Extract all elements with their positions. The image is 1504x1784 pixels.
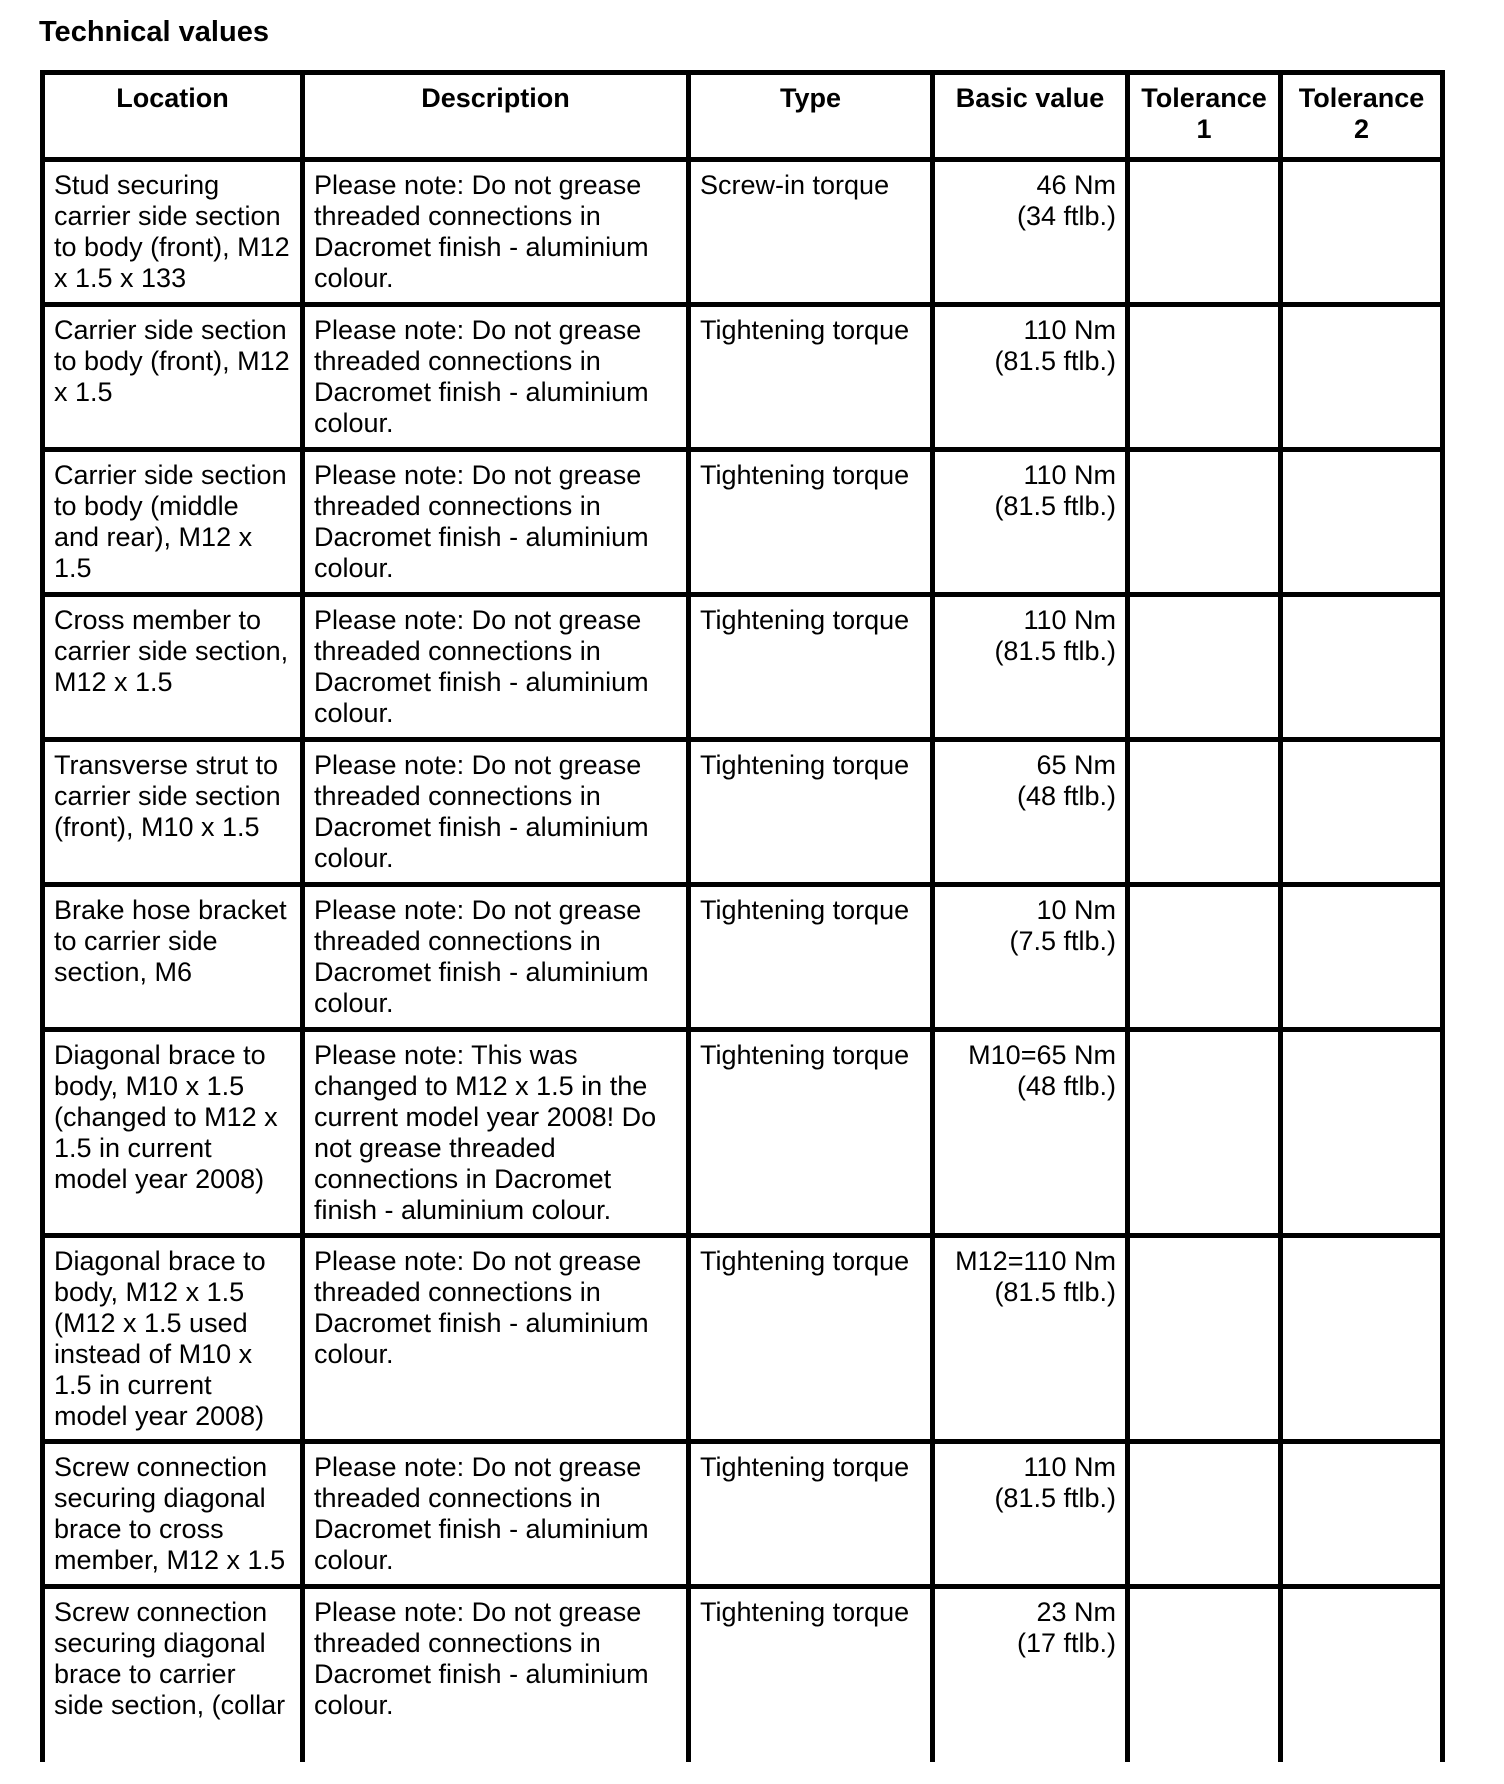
cell-tolerance-1: [1128, 1442, 1281, 1587]
table-row: [43, 595, 1443, 740]
column-header-tolerance-1: Tolerance 1: [1128, 73, 1281, 160]
cell-tolerance-1: [1128, 885, 1281, 1030]
cell-location: Stud securing carrier side section to body (front), M12 x 1.5 x 133: [43, 160, 303, 305]
table-row: [43, 1236, 1443, 1442]
cell-type: Tightening torque: [689, 450, 933, 595]
cell-location: Brake hose bracket to carrier side section, M6: [43, 885, 303, 1030]
table-row: [43, 1587, 1443, 1762]
cell-description: Please note: Do not grease threaded connections in Dacromet finish - aluminium colour.: [303, 740, 689, 885]
table-row: [43, 740, 1443, 885]
cell-type: Tightening torque: [689, 1236, 933, 1442]
cell-type: Tightening torque: [689, 305, 933, 450]
cell-location: Carrier side section to body (middle and rear), M12 x 1.5: [43, 450, 303, 595]
cell-type: Tightening torque: [689, 1442, 933, 1587]
cell-tolerance-1: [1128, 1587, 1281, 1762]
cell-basic-value: 65 Nm (48 ftlb.): [933, 740, 1128, 885]
cell-location: Cross member to carrier side section, M12 x 1.5: [43, 595, 303, 740]
cell-tolerance-1: [1128, 305, 1281, 450]
cell-tolerance-2: [1281, 885, 1443, 1030]
table-row: [43, 160, 1443, 305]
cell-type: Tightening torque: [689, 885, 933, 1030]
cell-description: Please note: Do not grease threaded connections in Dacromet finish - aluminium colour.: [303, 1442, 689, 1587]
cell-tolerance-2: [1281, 1442, 1443, 1587]
cell-basic-value: 110 Nm (81.5 ftlb.): [933, 595, 1128, 740]
column-header-type: Type: [689, 73, 933, 160]
table-header-row: [43, 73, 1443, 160]
cell-tolerance-1: [1128, 595, 1281, 740]
cell-tolerance-1: [1128, 740, 1281, 885]
cell-description: Please note: Do not grease threaded connections in Dacromet finish - aluminium colour.: [303, 595, 689, 740]
table-row: [43, 1030, 1443, 1236]
cell-description: Please note: Do not grease threaded connections in Dacromet finish - aluminium colour.: [303, 1587, 689, 1762]
cell-type: Tightening torque: [689, 595, 933, 740]
cell-tolerance-1: [1128, 450, 1281, 595]
cell-type: Tightening torque: [689, 1030, 933, 1236]
cell-location: Carrier side section to body (front), M12 x 1.5: [43, 305, 303, 450]
cell-description: Please note: Do not grease threaded connections in Dacromet finish - aluminium colour.: [303, 305, 689, 450]
cell-tolerance-2: [1281, 1030, 1443, 1236]
cell-description: Please note: Do not grease threaded connections in Dacromet finish - aluminium colour.: [303, 885, 689, 1030]
cell-basic-value: 23 Nm (17 ftlb.): [933, 1587, 1128, 1762]
cell-location: Screw connection securing diagonal brace to carrier side section, (collar: [43, 1587, 303, 1762]
cell-location: Diagonal brace to body, M10 x 1.5 (changed to M12 x 1.5 in current model year 2008): [43, 1030, 303, 1236]
cell-basic-value: M10=65 Nm (48 ftlb.): [933, 1030, 1128, 1236]
cell-basic-value: 10 Nm (7.5 ftlb.): [933, 885, 1128, 1030]
technical-values-table: [40, 70, 1445, 1762]
cell-description: Please note: Do not grease threaded connections in Dacromet finish - aluminium colour.: [303, 160, 689, 305]
table-row: [43, 305, 1443, 450]
cell-type: Screw-in torque: [689, 160, 933, 305]
table-row: [43, 885, 1443, 1030]
cell-tolerance-1: [1128, 1030, 1281, 1236]
cell-description: Please note: Do not grease threaded connections in Dacromet finish - aluminium colour.: [303, 450, 689, 595]
cell-basic-value: 110 Nm (81.5 ftlb.): [933, 1442, 1128, 1587]
cell-location: Screw connection securing diagonal brace to cross member, M12 x 1.5: [43, 1442, 303, 1587]
cell-tolerance-2: [1281, 160, 1443, 305]
cell-tolerance-2: [1281, 305, 1443, 450]
cell-tolerance-1: [1128, 1236, 1281, 1442]
cell-description: Please note: Do not grease threaded connections in Dacromet finish - aluminium colour.: [303, 1236, 689, 1442]
cell-type: Tightening torque: [689, 740, 933, 885]
table-row: [43, 1442, 1443, 1587]
cell-basic-value: 110 Nm (81.5 ftlb.): [933, 305, 1128, 450]
cell-tolerance-1: [1128, 160, 1281, 305]
table-row: [43, 450, 1443, 595]
cell-tolerance-2: [1281, 595, 1443, 740]
column-header-description: Description: [303, 73, 689, 160]
page-title: Technical values: [39, 16, 269, 48]
column-header-location: Location: [43, 73, 303, 160]
column-header-basic-value: Basic value: [933, 73, 1128, 160]
cell-tolerance-2: [1281, 1587, 1443, 1762]
cell-basic-value: 110 Nm (81.5 ftlb.): [933, 450, 1128, 595]
column-header-tolerance-2: Tolerance 2: [1281, 73, 1443, 160]
cell-location: Transverse strut to carrier side section (front), M10 x 1.5: [43, 740, 303, 885]
cell-basic-value: M12=110 Nm (81.5 ftlb.): [933, 1236, 1128, 1442]
cell-basic-value: 46 Nm (34 ftlb.): [933, 160, 1128, 305]
cell-tolerance-2: [1281, 1236, 1443, 1442]
cell-description: Please note: This was changed to M12 x 1.5 in the current model year 2008! Do not grease threaded connections in Dacromet finish - aluminium colour.: [303, 1030, 689, 1236]
cell-tolerance-2: [1281, 740, 1443, 885]
cell-location: Diagonal brace to body, M12 x 1.5 (M12 x 1.5 used instead of M10 x 1.5 in current model year 2008): [43, 1236, 303, 1442]
cell-tolerance-2: [1281, 450, 1443, 595]
cell-type: Tightening torque: [689, 1587, 933, 1762]
